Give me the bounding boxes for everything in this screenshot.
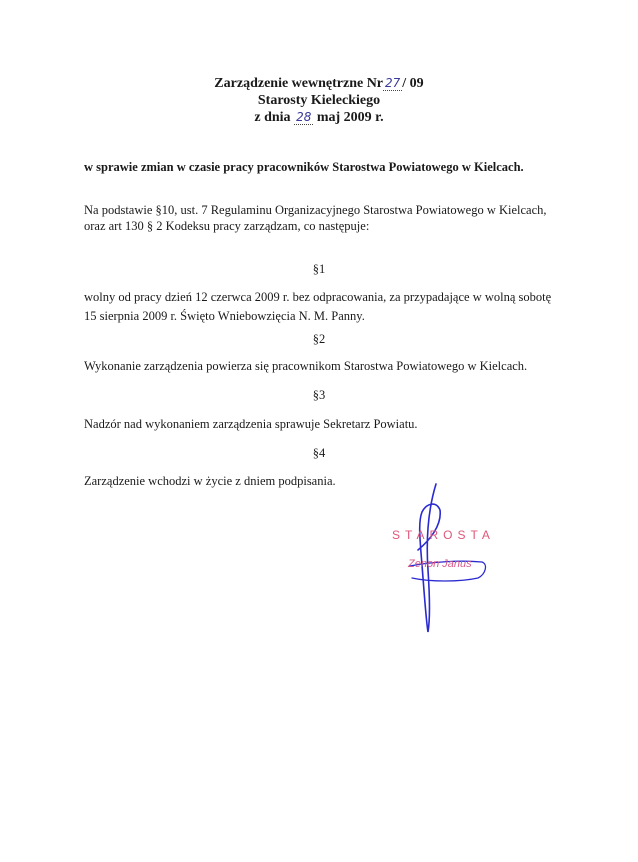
title-prefix: Zarządzenie wewnętrzne Nr	[214, 76, 384, 91]
section-mark-2: §2	[312, 332, 326, 346]
section-4-line-1: Zarządzenie wchodzi w życie z dniem podpisania.	[84, 474, 336, 488]
section-mark-4: §4	[312, 446, 326, 460]
date-suffix: maj 2009 r.	[316, 110, 384, 125]
stamp-name: Zenon Janus	[408, 558, 472, 570]
handwritten-day: 28	[296, 110, 312, 124]
signature-icon	[370, 470, 500, 640]
section-1-line-1: wolny od pracy dzień 12 czerwca 2009 r. bez odpracowania, za przypadające w wolną sobotę	[84, 290, 552, 304]
document-title-line3	[0, 110, 638, 126]
document-title-line2: Starosty Kieleckiego	[257, 93, 381, 108]
section-2-line-1: Wykonanie zarządzenia powierza się pracownikom Starostwa Powiatowego w Kielcach.	[84, 359, 528, 373]
title-suffix: / 09	[402, 76, 424, 91]
handwritten-number: 27	[385, 76, 401, 90]
section-mark-3: §3	[312, 388, 326, 402]
intro-line-1: Na podstawie §10, ust. 7 Regulaminu Organizacyjnego Starostwa Powiatowego w Kielcach,	[84, 203, 547, 217]
section-1-line-2: 15 sierpnia 2009 r. Święto Wniebowzięcia N. M. Panny.	[84, 309, 365, 323]
stamp-title: STAROSTA	[392, 528, 495, 542]
section-mark-1: §1	[312, 262, 326, 276]
document-subject: w sprawie zmian w czasie pracy pracowników Starostwa Powiatowego w Kielcach.	[84, 160, 524, 174]
document-title-line1	[0, 76, 638, 92]
date-prefix: z dnia	[254, 110, 291, 125]
intro-line-2: oraz art 130 § 2 Kodeksu pracy zarządzam, co następuje:	[84, 219, 370, 233]
section-3-line-1: Nadzór nad wykonaniem zarządzenia sprawuje Sekretarz Powiatu.	[84, 417, 418, 431]
